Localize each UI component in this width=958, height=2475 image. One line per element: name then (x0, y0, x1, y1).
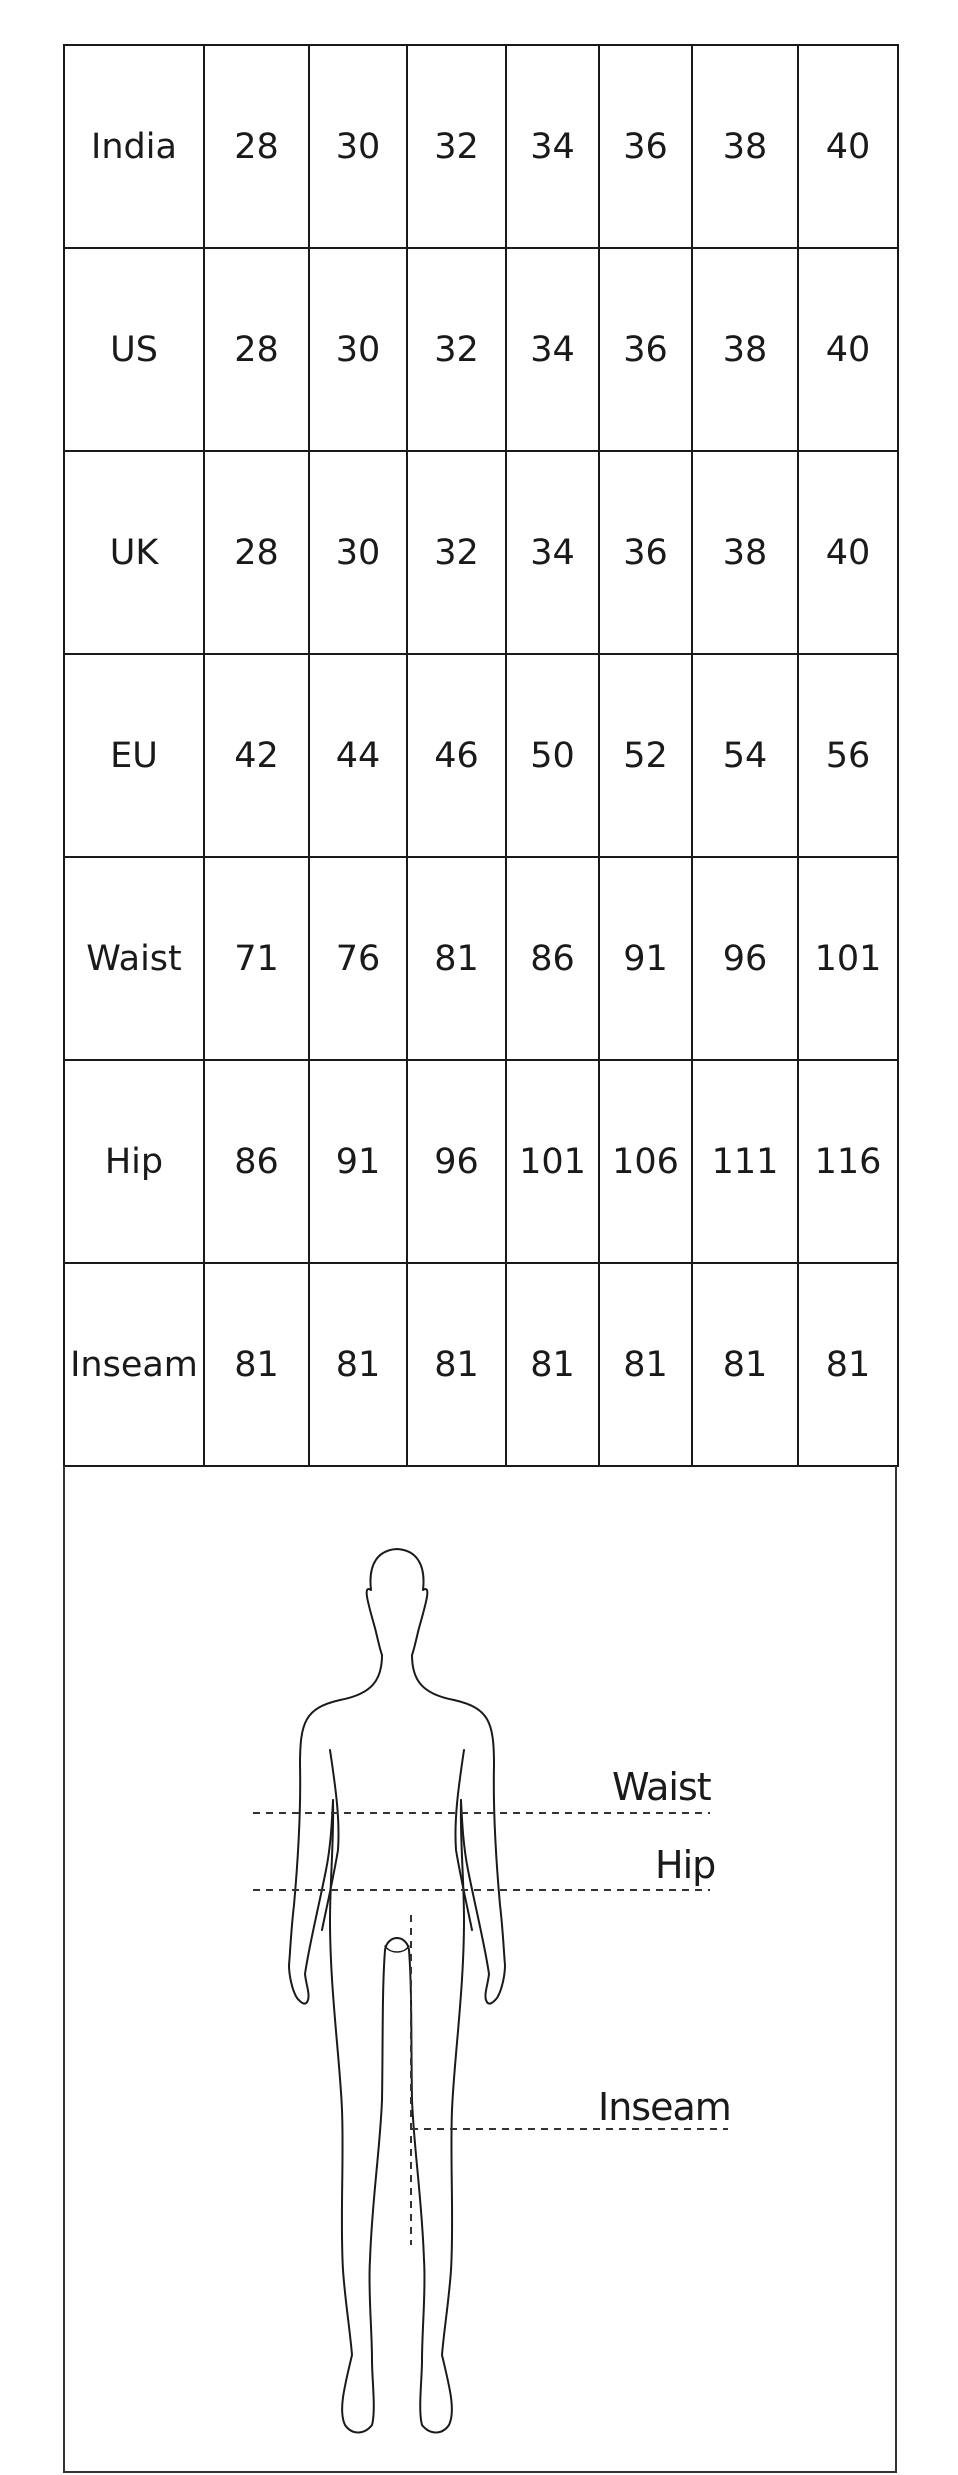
size-cell: 81 (204, 1263, 309, 1466)
size-cell: 44 (309, 654, 407, 857)
size-cell: 71 (204, 857, 309, 1060)
size-cell: 32 (407, 451, 506, 654)
size-cell: 91 (599, 857, 692, 1060)
row-label: US (64, 248, 204, 451)
figure-left-side (289, 1655, 382, 2004)
size-cell: 34 (506, 45, 599, 248)
size-cell: 32 (407, 45, 506, 248)
figure-head (367, 1549, 428, 1655)
size-cell: 30 (309, 45, 407, 248)
inseam-label: Inseam (598, 2085, 731, 2129)
size-cell: 106 (599, 1060, 692, 1263)
size-cell: 38 (692, 45, 798, 248)
size-cell: 81 (599, 1263, 692, 1466)
size-cell: 76 (309, 857, 407, 1060)
row-label: India (64, 45, 204, 248)
size-cell: 36 (599, 248, 692, 451)
size-cell: 81 (798, 1263, 898, 1466)
size-cell: 46 (407, 654, 506, 857)
size-cell: 40 (798, 248, 898, 451)
figure-left-leg (330, 1800, 397, 2433)
size-cell: 101 (798, 857, 898, 1060)
size-cell: 56 (798, 654, 898, 857)
size-cell: 111 (692, 1060, 798, 1263)
size-cell: 52 (599, 654, 692, 857)
size-cell: 81 (309, 1263, 407, 1466)
size-cell: 28 (204, 248, 309, 451)
size-cell: 101 (506, 1060, 599, 1263)
size-cell: 34 (506, 248, 599, 451)
size-cell: 30 (309, 451, 407, 654)
size-cell: 91 (309, 1060, 407, 1263)
size-cell: 54 (692, 654, 798, 857)
row-label: EU (64, 654, 204, 857)
size-cell: 40 (798, 45, 898, 248)
row-label: Waist (64, 857, 204, 1060)
size-cell: 96 (407, 1060, 506, 1263)
size-cell: 28 (204, 45, 309, 248)
figure-right-side (412, 1655, 505, 2004)
size-cell: 81 (407, 1263, 506, 1466)
row-label: Inseam (64, 1263, 204, 1466)
size-cell: 86 (204, 1060, 309, 1263)
size-cell: 81 (407, 857, 506, 1060)
size-cell: 30 (309, 248, 407, 451)
size-cell: 34 (506, 451, 599, 654)
size-cell: 38 (692, 451, 798, 654)
row-label: Hip (64, 1060, 204, 1263)
size-cell: 42 (204, 654, 309, 857)
figure-right-leg (397, 1800, 464, 2433)
size-cell: 32 (407, 248, 506, 451)
size-cell: 86 (506, 857, 599, 1060)
size-cell: 28 (204, 451, 309, 654)
size-cell: 50 (506, 654, 599, 857)
size-cell: 81 (506, 1263, 599, 1466)
size-cell: 40 (798, 451, 898, 654)
size-cell: 38 (692, 248, 798, 451)
size-cell: 36 (599, 45, 692, 248)
row-label: UK (64, 451, 204, 654)
size-cell: 36 (599, 451, 692, 654)
size-cell: 96 (692, 857, 798, 1060)
hip-label: Hip (655, 1843, 716, 1887)
waist-label: Waist (612, 1765, 711, 1809)
size-cell: 116 (798, 1060, 898, 1263)
size-cell: 81 (692, 1263, 798, 1466)
